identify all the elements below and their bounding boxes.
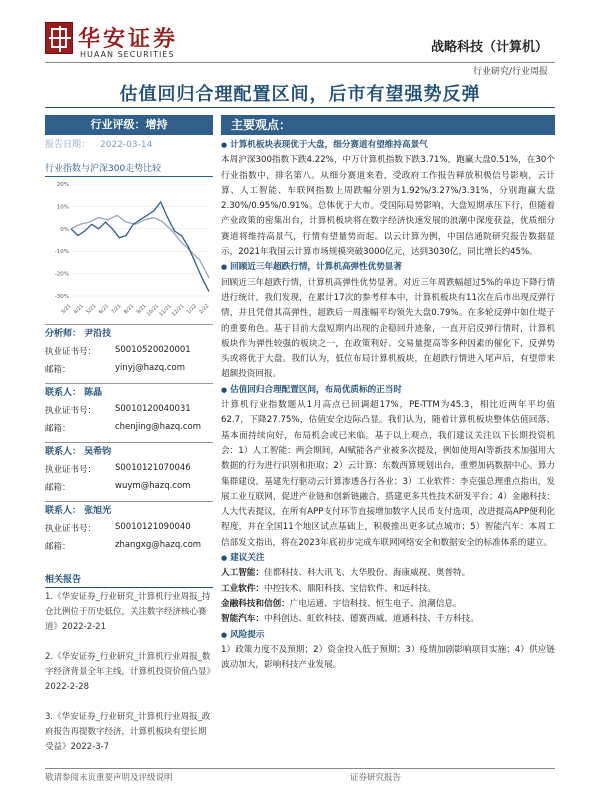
analyst-detail: 邮箱： zhangxg@hazq.com bbox=[45, 540, 202, 552]
analyst-divider bbox=[45, 501, 213, 502]
industry-rating: 行业评级：增持 bbox=[45, 115, 213, 135]
analyst-name: 分析师： 尹沿技 bbox=[45, 329, 112, 339]
footer-disclaimer: 敬请参阅末页重要声明及评级说明 bbox=[45, 773, 173, 783]
section-heading: ● 建议关注 bbox=[221, 551, 555, 566]
recommend-item: 工业软件：中控技术、鼎阳科技、宝信软件、和远科技。 bbox=[221, 583, 436, 594]
analyst-divider bbox=[45, 442, 213, 443]
recommend-item: 人工智能：佳都科技、科大讯飞、大华股份、海康威视、奥普特。 bbox=[221, 568, 471, 579]
analyst-divider bbox=[45, 324, 213, 325]
recommend-item: 智能汽车：中科创达、虹软科技、德赛西威、道通科技、千方科技。 bbox=[221, 614, 479, 625]
analyst-detail: 执业证书号： S0010120040031 bbox=[45, 404, 191, 416]
analyst-detail: 邮箱： yinyj@hazq.com bbox=[45, 363, 185, 375]
analyst-detail: 执业证书号： S0010121090040 bbox=[45, 522, 191, 534]
x-tick-label: 3/21 bbox=[60, 303, 73, 316]
section-text: 计算机行业指数题从1月高点已回调超17%，PE-TTM为45.3，相比近两年平均值62.7，下降27.75%，估值安全边际凸显。我们认为，随着计算机板块整体估值回落、基本面持续向好，布局机会或已来临。基于以上观点，我们建议关注以下长期投资机会：1）人工智能：两会期间，AI赋能各产业被多次提及，例如使用AI等新技术加强用大数据的行为进行识别和拒取；2）云计算：东数西算规划出台，重塑加码数据中心。算力集群建设，基建先行驱动云计算渗透各行各业；3）工业软件：李克强总理重点指出，发展工业互联网，促进产业链和创新链融合，搭建更多共性技术研发平台；4）金融科技：人大代表提议，在所有APP支付环节直接增加数字人民币支付选项，改进提高APP便利化程度，并在全国11个地区试点基础上，积极推出更多试点城市；5）智能汽车：本周工信部发文指出，将在2023年底初步完成车联网网络安全和数据安全的标准体系的建立。 bbox=[221, 400, 555, 548]
related-reports-heading: 相关报告 bbox=[45, 572, 213, 588]
x-tick-label: 11/21 bbox=[158, 303, 173, 318]
section-text: 本周沪深300指数下跌4.22%，中万计算机指数下跌3.71%，跑赢大盘0.51%，在30个行业指数中，排名第八。从细分赛道来看，受政府工作报告释放积极信号影响，云计算、人工智能、车联网指数上周跌幅分别为1.92%/3.27%/3.31%，分别跑赢大盘2.30%/0.95%/0.91%。总体优于大市。受国际局势影响，大盘短期承压下行，但随着产业政策的密集出台，计算机板块将在数字经济快速发展的浪潮中深度获益，优质细分赛道将维持高景气，行情有望量势而起。以云计算为例，中国信通院研究报告数据显示，2021年我国云计算市场规模突破3000亿元，达到3030亿，同比增长约45%。 bbox=[221, 155, 555, 258]
y-tick-label: -10% bbox=[54, 249, 69, 256]
analyst-detail: 执业证书号： S0010520020001 bbox=[45, 345, 191, 357]
x-tick-label: 2/22 bbox=[198, 303, 211, 316]
report-category: 战略科技（计算机） bbox=[430, 40, 548, 55]
brand-name-cn: 华安证券 bbox=[78, 26, 179, 52]
title-divider bbox=[45, 107, 555, 108]
footer-label: 证券研究报告 bbox=[350, 773, 402, 783]
recommend-list bbox=[221, 566, 555, 627]
x-tick-label: 6/21 bbox=[97, 303, 111, 316]
section-text: 1）政策力度不及预期；2）资金投入低于预期；3）疫情加剧影响项目实施；4）供应链波动加大，影响科技产业发展。 bbox=[221, 644, 555, 671]
x-tick-label: 9/21 bbox=[135, 303, 148, 316]
x-tick-label: 1/22 bbox=[185, 303, 198, 316]
related-report-item[interactable]: 3.《华安证券_行业研究_计算机行业周报_政府报告再提数字经济，计算机板块有望长期受益》2022-3-7 bbox=[45, 712, 211, 752]
x-tick-label: 8/21 bbox=[122, 303, 136, 316]
analyst-name: 联系人： 吴希钧 bbox=[45, 447, 112, 457]
analyst-detail: 邮箱： chenjing@hazq.com bbox=[45, 422, 201, 434]
x-tick-label: 5/21 bbox=[85, 303, 98, 316]
x-tick-label: 10/21 bbox=[145, 303, 161, 318]
brand-name-en: HUAAN SECURITIES bbox=[80, 50, 175, 59]
analyst-detail: 邮箱： wuym@hazq.com bbox=[45, 481, 191, 493]
huaan-logo-icon bbox=[45, 22, 73, 54]
x-tick-label: 12/21 bbox=[170, 303, 186, 318]
analyst-detail: 执业证书号： S0010121070046 bbox=[45, 463, 191, 475]
page-title: 估值回归合理配置区间，后市有望强势反弹 bbox=[119, 84, 481, 105]
related-report-item[interactable]: 2.《华安证券_行业研究_计算机行业周报_数字经济背景全年主线，计算机投资价值凸显》2022-2-28 bbox=[45, 652, 211, 692]
series-line bbox=[71, 202, 209, 292]
section-heading: ● 计算机板块表现优于大盘，细分赛道有望维持高景气 bbox=[221, 138, 555, 153]
key-points-body bbox=[221, 138, 555, 673]
chart-title: 行业指数与沪深300走势比较 bbox=[45, 161, 213, 177]
footer-divider bbox=[45, 768, 555, 769]
index-comparison-chart bbox=[45, 178, 213, 323]
analyst-name: 联系人： 陈晶 bbox=[45, 388, 103, 398]
analyst-divider bbox=[45, 383, 213, 384]
x-tick-label: 4/21 bbox=[72, 303, 85, 316]
section-heading: ● 回顾近三年超跌行情，计算机高弹性优势显著 bbox=[221, 260, 555, 275]
y-tick-label: 10% bbox=[56, 204, 69, 211]
section-text: 回顾近三年超跌行情，计算机高弹性优势显著。对近三年周跌幅超过5%的单边下降行情进行统计，我们发现，在累计17次的参考样本中，计算机板块有11次在后市出现反弹行情，并且凭借其高弹性，超跌后一周涨幅平均领先大盘0.79%。在多轮反弹中如仕堤子的重要角色。基于目前大盘短期内出现的企稳回升迹象，一直开启反弹行情时，计算机板块作为弹性较强的板块之一，在政策利好、交易量提高等多种因素的催化下，反弹势头或将优于大盘。我们认为，低位布局计算机板块，在超跌行情进入尾声后，有望带来超额投资回报。 bbox=[221, 277, 555, 380]
y-tick-label: -30% bbox=[54, 294, 69, 300]
y-tick-label: 20% bbox=[56, 182, 69, 188]
report-date: 报告日期： 2022-03-14 bbox=[45, 140, 153, 150]
recommend-item: 金融科技和信创：广电运通、宇信科技、恒生电子、浪潮信息。 bbox=[221, 598, 462, 609]
y-tick-label: -20% bbox=[54, 271, 69, 278]
analyst-name: 联系人： 张旭光 bbox=[45, 506, 112, 516]
report-subtitle: 行业研究/行业周报 bbox=[472, 67, 548, 77]
header-divider bbox=[45, 62, 555, 63]
related-report-item[interactable]: 1.《华安证券_行业研究_计算机行业周报_持仓比例位于历史低位，关注数字经济核心赛道》2022-2-21 bbox=[45, 592, 211, 632]
x-tick-label: 7/21 bbox=[110, 303, 123, 316]
section-heading: ● 风险提示 bbox=[221, 628, 555, 643]
key-points-heading: 主要观点： bbox=[221, 115, 555, 135]
y-tick-label: 0% bbox=[60, 226, 69, 233]
report-header bbox=[0, 0, 600, 76]
section-heading: ● 估值回归合理配置区间，布局优质标的正当时 bbox=[221, 383, 555, 398]
